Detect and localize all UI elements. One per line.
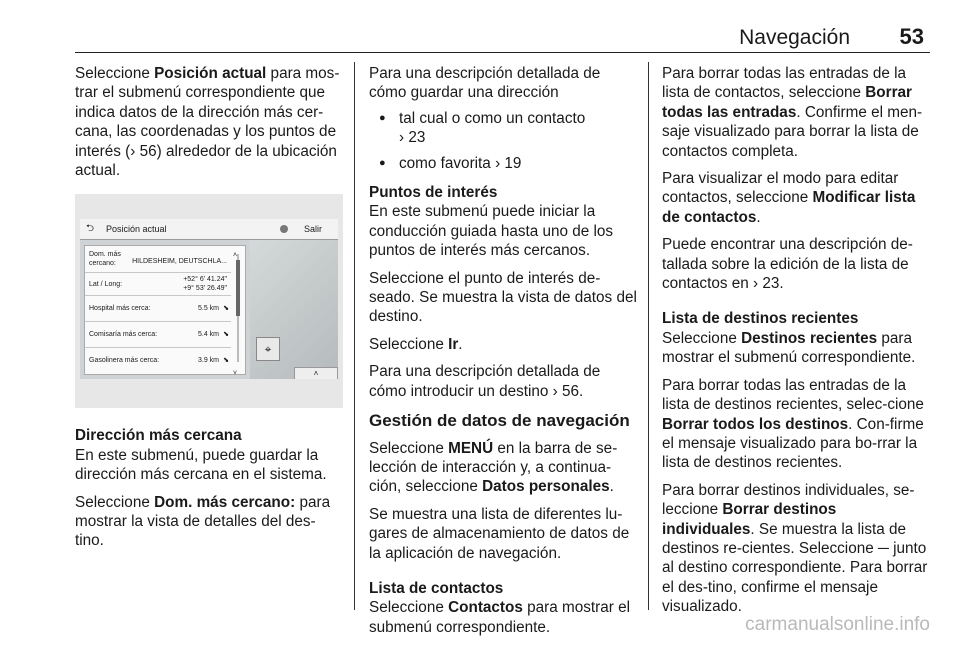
list-item: ● tal cual o como un contacto › 23 [369, 109, 637, 148]
list-item[interactable]: Gasolinera más cerca: 3.9 km ⬊ [89, 357, 229, 365]
exit-button[interactable]: Salir [303, 224, 322, 235]
page-title: Navegación [739, 26, 850, 49]
paragraph: Para borrar destinos individuales, se-leccione Borrar destinos individuales. Se muestra la lista de destinos re-cientes. Seleccione ─ junto al destino correspondiente. Para borrar el des-tino, confirme el mensaje visualizado. [662, 481, 928, 616]
paragraph: Seleccione MENÚ en la barra de se-lección de interacción y, a continua-ción, seleccione Datos personales. [369, 439, 618, 496]
paragraph: Seleccione Contactos para mostrar el submenú correspondiente. [369, 599, 631, 636]
page-reference[interactable]: › 23 [753, 275, 780, 293]
paragraph: Para una descripción detallada de cómo guardar una dirección [369, 65, 601, 102]
paragraph: Seleccione Dom. más cercano: para mostrar la vista de detalles del des-tino. [75, 493, 331, 550]
paragraph: Puede encontrar una descripción de-tallada sobre la edición de la lista de contactos en › 23. [662, 236, 913, 293]
page-reference[interactable]: › 56 [130, 142, 157, 160]
paragraph: En este submenú puede iniciar la conducción guiada hasta uno de los puntos de interés más cercanos. [369, 203, 614, 260]
back-arrow-icon[interactable]: ⮌ [86, 223, 95, 235]
column-divider [354, 62, 355, 610]
infotainment-screen [80, 219, 338, 379]
paragraph: Para una descripción detallada de cómo introducir un destino › 56. [369, 363, 601, 400]
column-2 [369, 64, 637, 645]
paragraph: Se muestra una lista de diferentes lu-gares de almacenamiento de datos de la aplicación de navegación. [369, 505, 630, 562]
screenshot-figure [75, 194, 343, 408]
list-item: ● como favorita › 19 [369, 154, 637, 173]
paragraph: Seleccione Ir. [369, 335, 463, 353]
page-reference[interactable]: › 23 [399, 129, 426, 147]
column-divider [648, 62, 649, 610]
locate-icon[interactable]: ⌖ [256, 337, 280, 361]
page-reference[interactable]: › 56 [552, 382, 580, 400]
section-heading: Dirección más cercana [75, 427, 242, 445]
paragraph: Seleccione Destinos recientes para mostrar el submenú correspondiente. [662, 329, 916, 367]
exit-icon [280, 225, 288, 233]
page-reference[interactable]: › 19 [495, 154, 522, 172]
chevron-up-icon[interactable]: ˄ [233, 252, 238, 260]
list-item[interactable]: Comisaría más cerca: 5.4 km ⬊ [85, 322, 231, 348]
section-heading: Lista de contactos [369, 579, 504, 597]
screen-title: Posición actual [106, 224, 167, 235]
direction-arrow-icon: ⬊ [223, 357, 229, 365]
bullet-list [369, 109, 637, 173]
minus-symbol: ─ [877, 539, 889, 557]
info-panel [84, 245, 246, 378]
paragraph: Seleccione el punto de interés de-seado. Se muestra la vista de datos del destino. [369, 269, 637, 326]
direction-arrow-icon: ⬊ [223, 305, 229, 313]
page-number: 53 [899, 24, 924, 49]
paragraph: Para borrar todas las entradas de la lista de contactos, seleccione Borrar todas las entradas. Confirme el men-saje visualizado para borrar la lista de contactos completa. [662, 65, 923, 160]
section-heading: Puntos de interés [369, 184, 498, 202]
list-item[interactable]: Dom. más cercano: HILDESHEIM, DEUTSCHLA... [85, 246, 231, 273]
expand-button[interactable]: ˄ [294, 367, 338, 379]
screen-title-bar [80, 219, 338, 240]
section-heading: Gestión de datos de navegación [369, 411, 630, 431]
watermark: carmanualsonline.info [745, 614, 930, 635]
direction-arrow-icon: ⬊ [223, 331, 229, 339]
page-header [75, 22, 930, 53]
column-1 [75, 64, 343, 559]
list-item[interactable]: Lat / Long: +52° 6' 41.24" +9° 53' 26.49" [85, 273, 231, 296]
section-heading: Lista de destinos recientes [662, 310, 859, 328]
chevron-down-icon[interactable]: ˅ [233, 370, 238, 378]
list-item[interactable]: Hospital más cerca: 5.5 km ⬊ [85, 296, 231, 322]
paragraph: Para borrar todas las entradas de la lista de destinos recientes, selec-cione Borrar todos los destinos. Con-firme el mensaje visualizado para bo-rrar la lista de destinos recientes. [662, 376, 924, 472]
paragraph: Para visualizar el modo para editar contactos, seleccione Modificar lista de contactos. [662, 170, 916, 226]
paragraph: Seleccione Posición actual para mos-trar el submenú correspondiente que indica datos de la dirección más cer-cana, las coordenadas y los puntos de interés (› 56) alrededor de la ubicación actual. [75, 65, 340, 180]
paragraph: En este submenú, puede guardar la dirección más cercana en el sistema. [75, 446, 327, 484]
column-3 [662, 64, 930, 625]
scrollbar[interactable] [237, 254, 239, 362]
